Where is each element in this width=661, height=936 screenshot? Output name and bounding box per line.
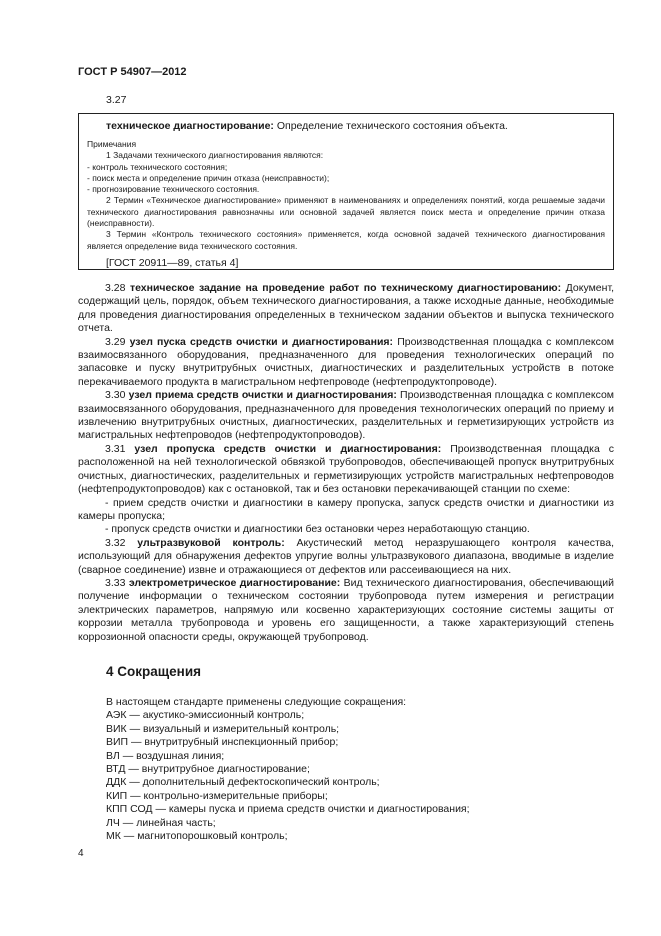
paragraph-3-31 [78, 443, 614, 497]
abbreviation-item: АЭК — акустико-эмиссионный контроль; [106, 709, 305, 722]
term: электрометрическое диагностирование: [128, 576, 341, 589]
note-line: 1 Задачами технического диагностирования являются: [106, 150, 324, 161]
term: узел пуска средств очистки и диагностирования: [129, 335, 394, 348]
source-reference: [ГОСТ 20911—89, статья 4] [106, 256, 239, 269]
document-header: ГОСТ Р 54907—2012 [78, 66, 187, 78]
abbreviation-item: ВИП — внутритрубный инспекционный прибор; [106, 736, 339, 749]
abbreviations-intro: В настоящем стандарте применены следующие сокращения: [106, 696, 407, 708]
list-item: - прием средств очистки и диагностики в камеру пропуска, запуск средств очистки и диагностики из камеры пропуска; [78, 496, 614, 522]
notes-title: Примечания [87, 139, 137, 149]
note-line: - контроль технического состояния; [87, 161, 228, 172]
paragraph-3-29 [78, 336, 614, 390]
paragraph-3-33 [78, 577, 614, 644]
paragraph-text: Документ, содержащий цель, порядок, объем технического диагностирования, а также исходные данные, необходимые для проведения диагностирования определенных в техническом задании объектов и выпуска технического отчета. [78, 282, 615, 335]
abbreviations-list [106, 696, 470, 843]
term: техническое диагностирование: [106, 120, 274, 132]
paragraph-text: Производственная площадка с комплексом взаимосвязанного оборудования, предназначенного для проведения технологических операций по запасовке и пуску внутритрубных очистных, диагностических и разделительных устройств в потоке перекачиваемого продукта в магистральном нефтепроводе (нефтепродуктопроводе). [78, 335, 615, 388]
clause-number: 3.28 [105, 282, 126, 294]
abbreviation-item: ВТД — внутритрубное диагностирование; [106, 763, 310, 776]
list-item: - пропуск средств очистки и диагностики без остановки через неработающую станцию. [105, 523, 530, 536]
definition-text: Определение технического состояния объекта. [273, 120, 508, 132]
abbreviation-item: КПП СОД — камеры пуска и приема средств очистки и диагностирования; [106, 803, 470, 816]
section-heading-4: 4 Сокращения [106, 664, 201, 679]
abbreviation-item: ВЛ — воздушная линия; [106, 749, 225, 762]
note-line: 2 Термин «Техническое диагностирование» применяют в наименованиях и определениях понятий, когда решаемые задачи технического диагностирования равнозначны или основной задачей является поиск места и определение причин отказа (неисправности). [87, 195, 605, 229]
term: ультразвуковой контроль: [137, 536, 285, 549]
page-number: 4 [78, 848, 84, 859]
abbreviation-item: ВИК — визуальный и измерительный контроль; [106, 722, 340, 735]
clause-number: 3.30 [105, 389, 126, 402]
paragraph-text: Производственная площадка с расположенной на ней технологической обвязкой трубопроводов, обеспечивающей пропуск внутритрубных очистных, диагностических, разделительных и герметизирующих устройств магистральных нефтепроводов (нефтепродуктопроводов) как с остановкой, так и без остановки перекачивающей станции по схеме: [78, 442, 614, 496]
notes [87, 139, 605, 252]
clause-number: 3.29 [105, 335, 126, 348]
clause-number: 3.32 [105, 536, 126, 549]
paragraph-text: Вид технического диагностирования, обеспечивающий получение информации о техническом состоянии трубопровода путем измерения и регистрации электрических параметров, напрямую или косвенно характеризующих состояние системы защиты от коррозии металла трубопровода и уровень его защищенности, а также характеризующий степень коррозионной опасности среды, окружающей трубопровод. [78, 576, 615, 643]
clause-number: 3.31 [105, 442, 126, 455]
clause-number: 3.33 [105, 576, 126, 589]
note-line: 3 Термин «Контроль технического состояния» применяется, когда основной задачей технического диагностирования является определение вида технического состояния. [87, 229, 605, 251]
paragraph-3-28 [78, 282, 614, 336]
paragraph-text: Акустический метод неразрушающего контроля качества, использующий для обнаружения дефектов упругие волны ультразвукового диапазона, вводимые в изделие (сварное соединение) извне и отражающиеся от дефектов или рассеивающиеся на них. [78, 536, 614, 576]
term: узел приема средств очистки и диагностирования: [128, 389, 397, 402]
definition-box [78, 113, 614, 270]
note-line: - прогнозирование технического состояния. [87, 184, 260, 195]
abbreviation-item: МК — магнитопорошковый контроль; [106, 830, 288, 843]
term: узел пропуска средств очистки и диагностирования: [134, 442, 442, 455]
term: техническое задание на проведение работ по техническому диагностированию: [129, 282, 562, 294]
abbreviation-item: КИП — контрольно-измерительные приборы; [106, 789, 328, 802]
definition-3-27 [106, 119, 605, 133]
note-line: - поиск места и определение причин отказа (неисправности); [87, 172, 330, 183]
section-number-3-27: 3.27 [106, 94, 127, 106]
paragraph-3-30 [78, 389, 614, 443]
paragraph-3-32 [78, 537, 614, 577]
paragraph-text: Производственная площадка с комплексом взаимосвязанного оборудования, предназначенного для проведения технологических операций по приему и извлечению внутритрубных очистных, диагностических, разделительных и герметизирующих устройств из магистральных нефтепроводов (нефтепродуктопроводов). [78, 389, 615, 442]
abbreviation-item: ЛЧ — линейная часть; [106, 816, 216, 829]
abbreviation-item: ДДК — дополнительный дефектоскопический контроль; [106, 776, 380, 789]
body-text [78, 282, 614, 644]
